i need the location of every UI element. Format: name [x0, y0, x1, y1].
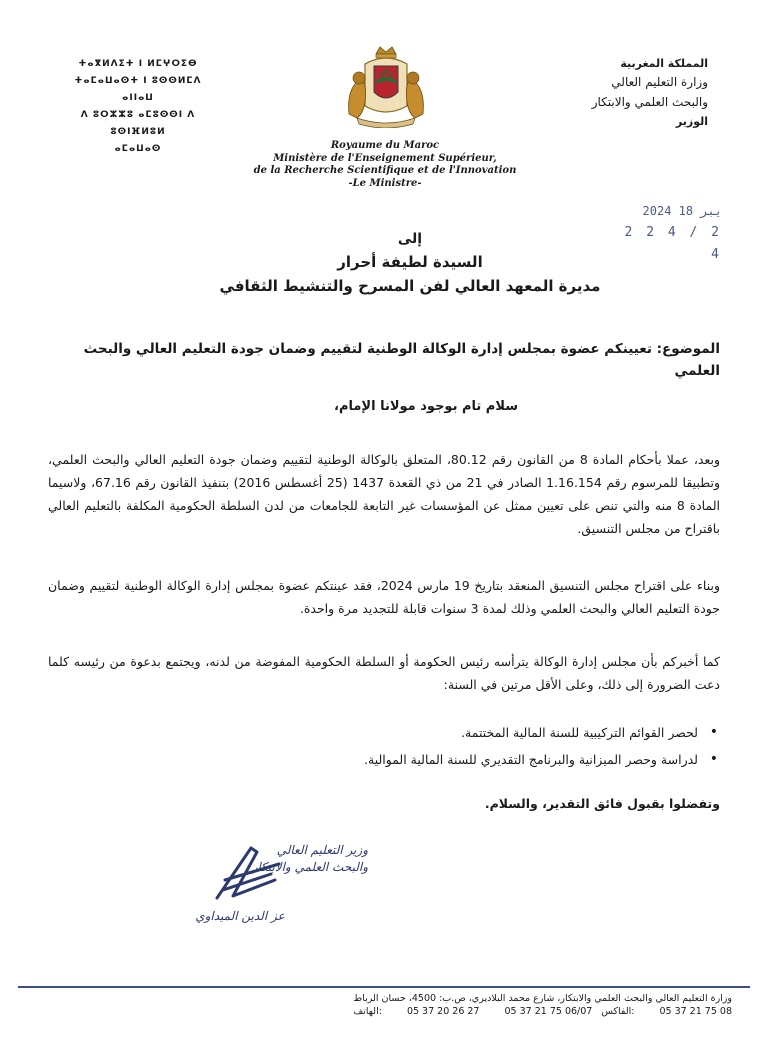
- paragraph-2: وبناء على اقتراح مجلس التنسيق المنعقد بتاريخ 19 مارس 2024، فقد عينتكم عضوة بمجلس إدارة الوكالة الوطنية لتقييم وضمان جودة التعليم العالي والبحث العلمي وذلك لمدة 3 سنوات قابلة للتجديد مرة واحدة.: [48, 578, 721, 616]
- french-line-4: -Le Ministre-: [348, 177, 422, 189]
- signature-title-line-1: وزير التعليم العالي: [276, 843, 368, 857]
- list-item: • لدراسة وحصر الميزانية والبرنامج التقديري للسنة المالية الموالية.: [200, 746, 720, 773]
- date-stamp: [612, 200, 722, 266]
- stamp-reference: 2 2 4 / 2 4: [624, 225, 722, 262]
- phone-number-2: 05 37 21 75 06/07: [504, 1006, 593, 1017]
- recipient-to: إلى: [397, 231, 423, 247]
- french-line-2: Ministère de l'Enseignement Supérieur,: [273, 152, 497, 164]
- closing-line: وتفضلوا بقبول فائق التقدير، والسلام.: [484, 796, 720, 811]
- letter-subject: الموضوع: تعيينكم عضوة بمجلس إدارة الوكالة الوطنية لتقييم وضمان جودة التعليم العالي والبحث العلمي: [83, 341, 720, 379]
- greeting: سلام تام بوجود مولانا الإمام،: [334, 399, 518, 414]
- header-tifinagh: [58, 56, 218, 158]
- ministry-line-2: والبحث العلمي والابتكار: [591, 95, 708, 109]
- tifinagh-line-3: ⴷ ⵓⵔⵣⵣⵓ ⴰⵎⵓⵙⵙⵏ ⴷ ⵓⵙⵏⴼⵍⵓⵍ: [80, 110, 196, 137]
- signatory-name: عز الدين الميداوي: [195, 909, 285, 923]
- coat-of-arms-icon: [343, 44, 429, 128]
- header-french: [240, 140, 530, 190]
- recipient-title: مديرة المعهد العالي لفن المسرح والتنشيط الثقافي: [219, 277, 601, 295]
- signature-title-line-2: والبحث العلمي والابتكار: [251, 860, 368, 874]
- stamp-date: 2024 يبر 18: [642, 204, 722, 218]
- footer-divider: [18, 986, 750, 988]
- phone-number-1: 05 37 20 26 27: [406, 1006, 480, 1017]
- handwritten-signature-icon: [205, 840, 295, 910]
- french-line-1: Royaume du Maroc: [330, 140, 440, 151]
- fax-label: الفاكس:: [601, 1006, 635, 1017]
- ministry-line-1: وزارة التعليم العالي: [611, 75, 708, 89]
- tifinagh-line-1: ⵜⴰⴳⵍⴷⵉⵜ ⵏ ⵍⵎⵖⵔⵉⴱ: [78, 59, 198, 69]
- recipient-name: السيدة لطيفة أحرار: [337, 253, 483, 271]
- footer-address: وزارة التعليم العالي والبحث العلمي والابتكار، شارع محمد البلاديري، ص.ب: 4500، حسان الرباط: [353, 993, 732, 1004]
- tifinagh-line-4: ⴰⵎⴰⵡⴰⵙ: [114, 144, 162, 154]
- footer: [40, 992, 732, 1018]
- header-arabic: [508, 56, 708, 132]
- paragraph-3: كما أخبركم بأن مجلس إدارة الوكالة يترأسه رئيس الحكومة أو السلطة الحكومية المفوضة من لدنه، ويجتمع بدعوة من رئيسه كلما دعت الضرورة إلى ذلك، وعلى الأقل مرتين في السنة:: [48, 654, 720, 692]
- minister-label: الوزير: [675, 115, 708, 128]
- phone-label: الهاتف:: [353, 1006, 382, 1017]
- paragraph-1: وبعد، عملا بأحكام المادة 8 من القانون رقم 80.12، المتعلق بالوكالة الوطنية لتقييم وضمان جودة التعليم العالي والبحث العلمي، وتطبيقا للمرسوم رقم 1.16.154 الصادر في 21 من ذي القعدة 1437 (25 أغسطس 2016) بتنفيذ القانون رقم 67.16، ولاسيما المادة 8 منه والتي تنص على تعيين ممثل عن المؤسسات غير التابعة للجامعات من لدن السلطة الحكومية المكلفة بالتعليم العالي باقتراح من مجلس التنسيق.: [48, 452, 720, 536]
- recipient-block: [200, 228, 620, 298]
- tifinagh-line-2: ⵜⴰⵎⴰⵡⴰⵙⵜ ⵏ ⵓⵙⵙⵍⵎⴷ ⴰⵏⵏⴰⵡ: [74, 76, 202, 103]
- french-line-3: de la Recherche Scientifique et de l'Innovation: [253, 165, 517, 176]
- kingdom-label: المملكة المغربية: [620, 57, 708, 70]
- duties-list: [200, 719, 720, 773]
- fax-number: 05 37 21 75 08: [659, 1006, 732, 1017]
- list-item: • لحصر القوائم التركيبية للسنة المالية المختتمة.: [200, 719, 720, 746]
- footer-contacts: [40, 1005, 732, 1018]
